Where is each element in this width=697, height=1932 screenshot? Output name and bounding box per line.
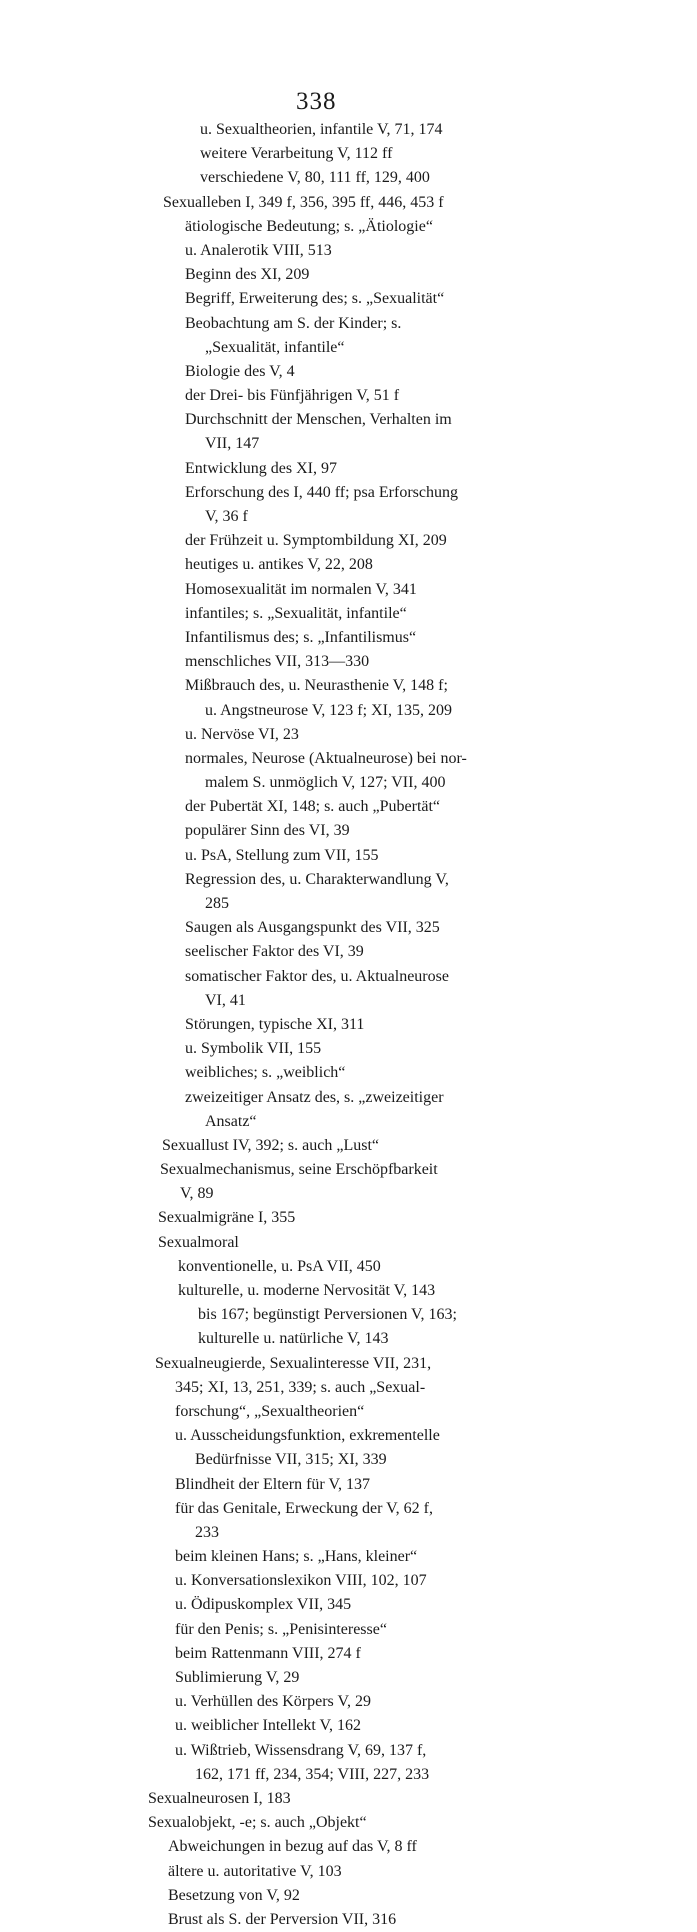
index-line: u. Ödipuskomplex VII, 345 [175,1596,352,1614]
index-line: der Pubertät XI, 148; s. auch „Pubertät“ [185,798,441,816]
index-line: kulturelle, u. moderne Nervosität V, 143 [178,1282,436,1299]
index-line: Bedürfnisse VII, 315; XI, 339 [195,1451,387,1469]
index-line: populärer Sinn des VI, 39 [185,822,350,840]
index-line: u. Symbolik VII, 155 [185,1040,322,1058]
index-line: Durchschnitt der Menschen, Verhalten im [185,411,452,429]
index-line: Sexualneugierde, Sexualinteresse VII, 231, [155,1354,432,1372]
index-line: Regression des, u. Charakterwandlung V, [185,870,449,888]
index-line: Beobachtung am S. der Kinder; s. [185,314,402,332]
index-line: Biologie des V, 4 [185,362,295,380]
index-line: Sexualobjekt, -e; s. auch „Objekt“ [148,1814,367,1832]
index-line: für den Penis; s. „Penisinteresse“ [175,1620,387,1638]
index-line: konventionelle, u. PsA VII, 450 [178,1257,381,1275]
index-line: Sexualmoral [158,1233,239,1251]
index-line: Entwicklung des XI, 97 [185,459,337,477]
index-line: Erforschung des I, 440 ff; psa Erforschung [185,483,458,501]
index-line: u. Ausscheidungsfunktion, exkrementelle [175,1427,440,1445]
index-line: u. Nervöse VI, 23 [185,725,299,743]
index-line: V, 89 [180,1185,214,1203]
index-line: u. Analerotik VIII, 513 [185,241,332,259]
index-line: kulturelle u. natürliche V, 143 [198,1330,389,1348]
index-line: 233 [195,1523,219,1541]
index-line: ätiologische Bedeutung; s. „Ätiologie“ [185,217,433,235]
index-line: 285 [205,895,229,912]
index-line: Sexualneurosen I, 183 [148,1789,291,1807]
index-line: Abweichungen in bezug auf das V, 8 ff [168,1838,417,1856]
index-line: 345; XI, 13, 251, 339; s. auch „Sexual- [175,1378,426,1396]
index-line: Homosexualität im normalen V, 341 [185,580,417,598]
index-line: seelischer Faktor des VI, 39 [185,943,364,961]
index-line: zweizeitiger Ansatz des, s. „zweizeitiger [185,1088,444,1106]
index-line: VII, 147 [205,435,260,453]
page-number: 338 [296,88,337,115]
index-line: weitere Verarbeitung V, 112 ff [200,145,393,163]
index-line: Beginn des XI, 209 [185,266,310,284]
index-line: u. Wißtrieb, Wissensdrang V, 69, 137 f, [175,1741,427,1759]
index-line: u. PsA, Stellung zum VII, 155 [185,846,379,864]
index-line: der Frühzeit u. Symptombildung XI, 209 [185,532,447,550]
index-line: somatischer Faktor des, u. Aktualneurose [185,967,449,985]
index-line: beim Rattenmann VIII, 274 f [175,1644,361,1662]
index-line: Sexualmigräne I, 355 [158,1209,296,1227]
index-line: Sexuallust IV, 392; s. auch „Lust“ [162,1136,380,1154]
index-line: Mißbrauch des, u. Neurasthenie V, 148 f; [185,677,448,695]
index-line: Sexualleben I, 349 f, 356, 395 ff, 446, 453 f [163,193,444,211]
index-line: Brust als S. der Perversion VII, 316 [168,1910,397,1928]
index-line: „Sexualität, infantile“ [205,338,345,356]
index-line: Sexualmechanismus, seine Erschöpfbarkeit [160,1161,438,1179]
index-line: infantiles; s. „Sexualität, infantile“ [185,604,407,622]
index-line: u. weiblicher Intellekt V, 162 [175,1717,362,1735]
index-entries [0,118,697,1932]
index-line: Sublimierung V, 29 [175,1669,300,1686]
index-line: Besetzung von V, 92 [168,1886,300,1904]
index-line: Störungen, typische XI, 311 [185,1015,365,1033]
index-line: u. Angstneurose V, 123 f; XI, 135, 209 [205,701,452,719]
index-line: bis 167; begünstigt Perversionen V, 163; [198,1306,457,1324]
index-line: verschiedene V, 80, 111 ff, 129, 400 [200,169,430,187]
index-line: Infantilismus des; s. „Infantilismus“ [185,628,417,646]
index-line: Blindheit der Eltern für V, 137 [175,1475,370,1493]
index-line: u. Konversationslexikon VIII, 102, 107 [175,1572,427,1590]
index-line: beim kleinen Hans; s. „Hans, kleiner“ [175,1548,418,1566]
index-line: u. Verhüllen des Körpers V, 29 [175,1693,371,1711]
index-line: ältere u. autoritative V, 103 [168,1862,342,1880]
index-line: menschliches VII, 313—330 [185,653,370,671]
index-line: forschung“, „Sexualtheorien“ [175,1402,365,1420]
index-line: Ansatz“ [205,1112,257,1130]
index-line: malem S. unmöglich V, 127; VII, 400 [205,774,446,792]
index-line: normales, Neurose (Aktualneurose) bei nor- [185,749,467,767]
index-line: 162, 171 ff, 234, 354; VIII, 227, 233 [195,1765,430,1783]
index-line: VI, 41 [205,991,246,1009]
index-line: der Drei- bis Fünfjährigen V, 51 f [185,387,400,405]
index-line: u. Sexualtheorien, infantile V, 71, 174 [200,121,443,138]
index-line: weibliches; s. „weiblich“ [185,1064,346,1082]
index-line: Begriff, Erweiterung des; s. „Sexualität“ [185,290,445,308]
index-line: heutiges u. antikes V, 22, 208 [185,556,373,574]
index-line: Saugen als Ausgangspunkt des VII, 325 [185,919,440,937]
index-line: V, 36 f [205,508,248,525]
index-line: für das Genitale, Erweckung der V, 62 f, [175,1499,433,1517]
